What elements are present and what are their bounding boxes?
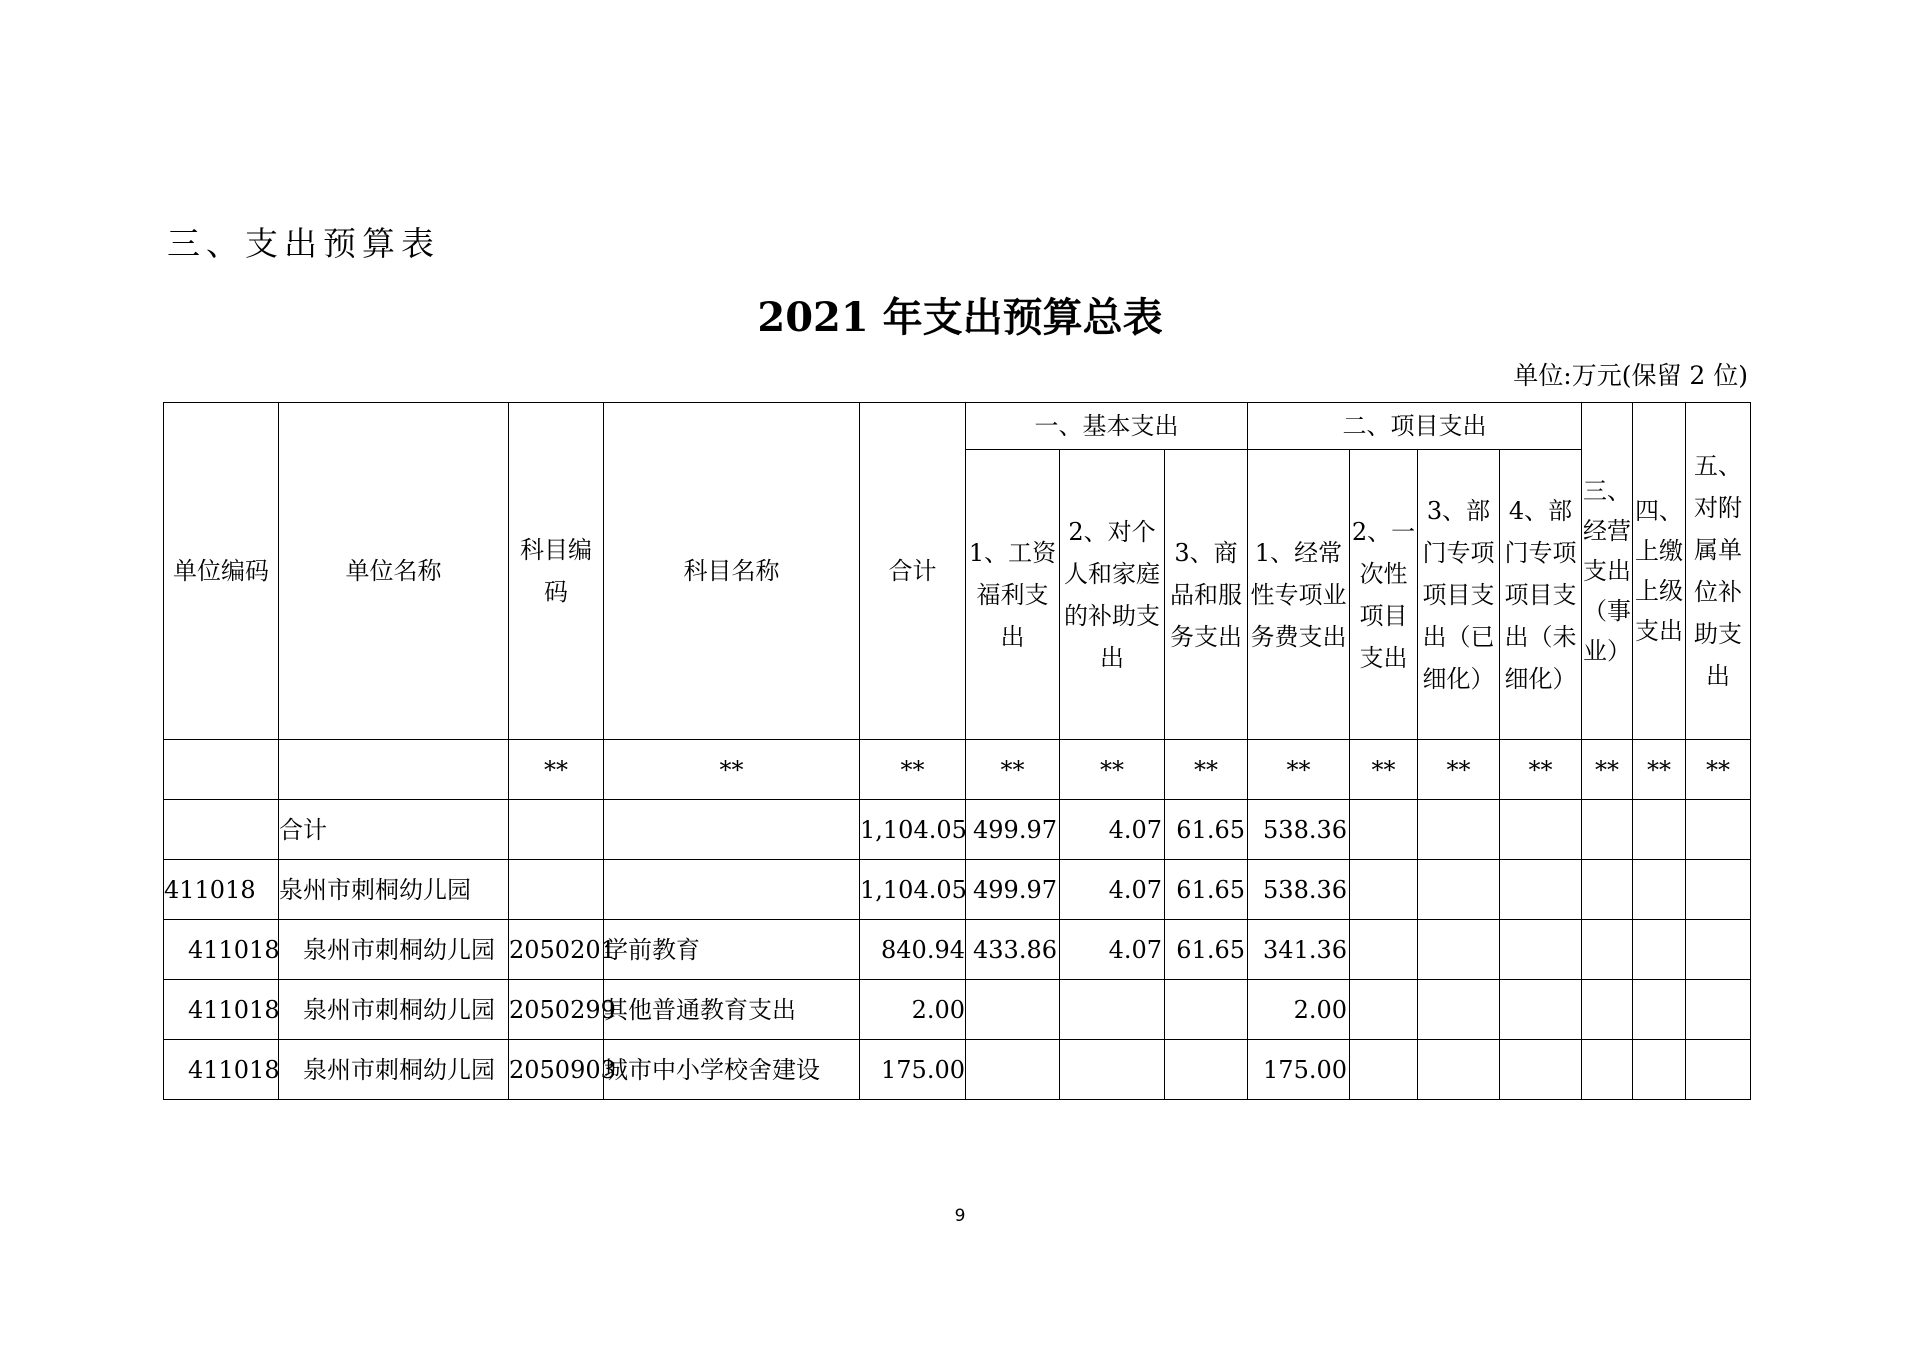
cell-project-recurring: 538.36 — [1248, 800, 1350, 860]
header-project-dept-detailed: 3、部门专项项目支出（已细化） — [1418, 450, 1500, 740]
cell-upper — [1633, 920, 1686, 980]
cell-unit-name: 泉州市刺桐幼儿园 — [279, 980, 509, 1040]
marker-cell: ** — [1165, 740, 1248, 800]
cell-subject-name: 学前教育 — [604, 920, 860, 980]
cell-project-dept-detailed — [1418, 1040, 1500, 1100]
marker-cell: ** — [1686, 740, 1751, 800]
cell-total: 1,104.05 — [860, 800, 966, 860]
table-row — [164, 860, 1751, 920]
cell-project-dept-undetailed — [1500, 980, 1582, 1040]
cell-project-dept-undetailed — [1500, 800, 1582, 860]
header-subsidiary: 五、对附属单位补助支出 — [1686, 403, 1751, 740]
cell-basic-personal-subsidy: 4.07 — [1060, 860, 1165, 920]
cell-project-dept-detailed — [1418, 980, 1500, 1040]
marker-cell: ** — [1350, 740, 1418, 800]
cell-project-dept-detailed — [1418, 800, 1500, 860]
cell-unit-name: 泉州市刺桐幼儿园 — [279, 860, 509, 920]
header-unit-name: 单位名称 — [279, 403, 509, 740]
marker-cell: ** — [1582, 740, 1633, 800]
header-basic-personal-subsidy: 2、对个人和家庭的补助支出 — [1060, 450, 1165, 740]
header-project-dept-undetailed: 4、部门专项项目支出（未细化） — [1500, 450, 1582, 740]
cell-project-one-time — [1350, 800, 1418, 860]
cell-project-dept-undetailed — [1500, 1040, 1582, 1100]
header-total: 合计 — [860, 403, 966, 740]
cell-subsidiary — [1686, 1040, 1751, 1100]
cell-project-dept-undetailed — [1500, 920, 1582, 980]
budget-table — [163, 402, 1751, 1100]
cell-subject-code: 2050201 — [509, 920, 604, 980]
header-group-basic: 一、基本支出 — [966, 403, 1248, 450]
cell-subject-name: 城市中小学校舍建设 — [604, 1040, 860, 1100]
unit-note: 单位:万元(保留 2 位) — [1513, 361, 1748, 390]
cell-operating — [1582, 860, 1633, 920]
cell-operating — [1582, 980, 1633, 1040]
marker-cell: ** — [1248, 740, 1350, 800]
cell-subsidiary — [1686, 920, 1751, 980]
cell-project-dept-detailed — [1418, 860, 1500, 920]
cell-total: 2.00 — [860, 980, 966, 1040]
cell-subsidiary — [1686, 860, 1751, 920]
marker-cell: ** — [604, 740, 860, 800]
cell-total: 840.94 — [860, 920, 966, 980]
cell-subsidiary — [1686, 800, 1751, 860]
cell-unit-code: 411018 — [164, 920, 279, 980]
cell-operating — [1582, 920, 1633, 980]
cell-upper — [1633, 980, 1686, 1040]
cell-basic-wages: 499.97 — [966, 800, 1060, 860]
table-header — [164, 403, 1751, 740]
marker-cell: ** — [1418, 740, 1500, 800]
cell-subject-name: 其他普通教育支出 — [604, 980, 860, 1040]
header-operating: 三、经营支出（事业） — [1582, 403, 1633, 740]
cell-total: 1,104.05 — [860, 860, 966, 920]
header-group-project: 二、项目支出 — [1248, 403, 1582, 450]
cell-upper — [1633, 800, 1686, 860]
cell-basic-goods-services: 61.65 — [1165, 920, 1248, 980]
cell-basic-personal-subsidy: 4.07 — [1060, 920, 1165, 980]
cell-subject-name — [604, 860, 860, 920]
cell-unit-code: 411018 — [164, 860, 279, 920]
cell-project-dept-detailed — [1418, 920, 1500, 980]
cell-project-one-time — [1350, 1040, 1418, 1100]
header-basic-wages: 1、工资福利支出 — [966, 450, 1060, 740]
table-row — [164, 800, 1751, 860]
header-project-one-time: 2、一次性项目支出 — [1350, 450, 1418, 740]
cell-unit-code — [164, 800, 279, 860]
page-number: 9 — [954, 1206, 966, 1226]
cell-upper — [1633, 860, 1686, 920]
marker-cell: ** — [1500, 740, 1582, 800]
cell-upper — [1633, 1040, 1686, 1100]
cell-subject-code — [509, 860, 604, 920]
document-title: 2021 年支出预算总表 — [757, 294, 1163, 341]
cell-project-dept-undetailed — [1500, 860, 1582, 920]
cell-unit-code: 411018 — [164, 980, 279, 1040]
cell-unit-name: 泉州市刺桐幼儿园 — [279, 920, 509, 980]
cell-unit-name: 泉州市刺桐幼儿园 — [279, 1040, 509, 1100]
cell-basic-goods-services: 61.65 — [1165, 860, 1248, 920]
marker-cell-empty — [164, 740, 279, 800]
marker-cell: ** — [1060, 740, 1165, 800]
cell-basic-goods-services — [1165, 1040, 1248, 1100]
cell-basic-goods-services — [1165, 980, 1248, 1040]
cell-basic-wages — [966, 1040, 1060, 1100]
marker-cell: ** — [966, 740, 1060, 800]
cell-operating — [1582, 800, 1633, 860]
table-row — [164, 1040, 1751, 1100]
cell-project-recurring: 538.36 — [1248, 860, 1350, 920]
cell-subject-code — [509, 800, 604, 860]
cell-subject-name — [604, 800, 860, 860]
cell-total: 175.00 — [860, 1040, 966, 1100]
header-subject-name: 科目名称 — [604, 403, 860, 740]
cell-basic-personal-subsidy — [1060, 1040, 1165, 1100]
marker-row — [164, 740, 1751, 800]
cell-subject-code: 2050903 — [509, 1040, 604, 1100]
cell-basic-personal-subsidy — [1060, 980, 1165, 1040]
cell-project-one-time — [1350, 920, 1418, 980]
cell-unit-code: 411018 — [164, 1040, 279, 1100]
marker-cell-empty — [279, 740, 509, 800]
cell-operating — [1582, 1040, 1633, 1100]
table-row — [164, 980, 1751, 1040]
cell-basic-wages: 499.97 — [966, 860, 1060, 920]
section-heading: 三、支出预算表 — [167, 224, 440, 263]
cell-basic-wages: 433.86 — [966, 920, 1060, 980]
cell-unit-name: 合计 — [279, 800, 509, 860]
marker-cell: ** — [1633, 740, 1686, 800]
marker-cell: ** — [860, 740, 966, 800]
cell-basic-wages — [966, 980, 1060, 1040]
cell-project-one-time — [1350, 980, 1418, 1040]
cell-basic-personal-subsidy: 4.07 — [1060, 800, 1165, 860]
header-project-recurring: 1、经常性专项业务费支出 — [1248, 450, 1350, 740]
marker-cell: ** — [509, 740, 604, 800]
cell-basic-goods-services: 61.65 — [1165, 800, 1248, 860]
header-upper: 四、上缴上级支出 — [1633, 403, 1686, 740]
cell-project-recurring: 341.36 — [1248, 920, 1350, 980]
cell-project-one-time — [1350, 860, 1418, 920]
header-subject-code: 科目编码 — [509, 403, 604, 740]
header-basic-goods-services: 3、商品和服务支出 — [1165, 450, 1248, 740]
cell-subsidiary — [1686, 980, 1751, 1040]
cell-subject-code: 2050299 — [509, 980, 604, 1040]
cell-project-recurring: 2.00 — [1248, 980, 1350, 1040]
header-unit-code: 单位编码 — [164, 403, 279, 740]
cell-project-recurring: 175.00 — [1248, 1040, 1350, 1100]
table-row — [164, 920, 1751, 980]
